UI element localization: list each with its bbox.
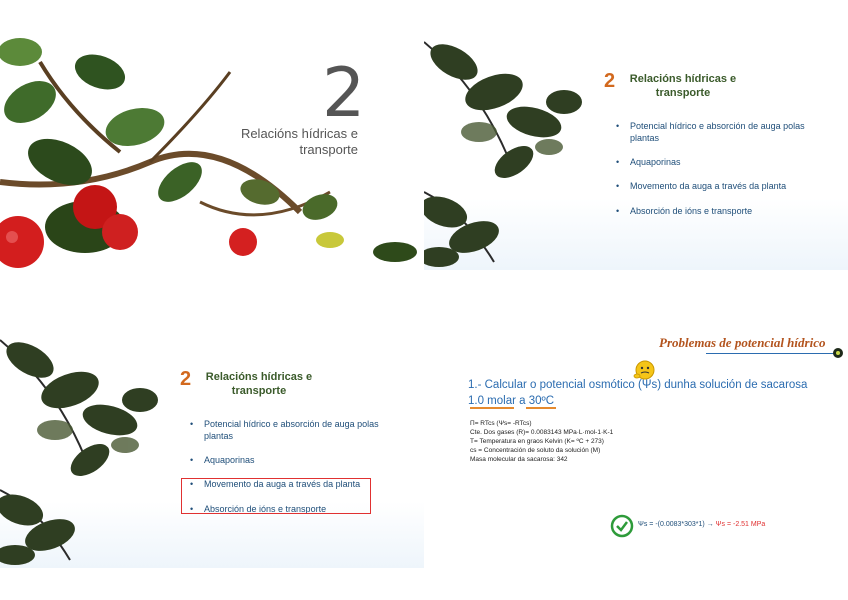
note-line: Masa molecular da sacarosa: 342: [470, 455, 568, 463]
list-item: • Movemento da auga a través da planta: [616, 180, 806, 192]
topic-list: [616, 120, 806, 217]
formula-text: Ψs = -(0.0083*303*1) →: [638, 521, 714, 528]
check-circle-icon: [610, 514, 634, 538]
list-item: • Aquaporinas: [616, 156, 806, 168]
problem-heading: Problemas de potencial hídrico: [659, 335, 826, 350]
slide-4-problem: [424, 330, 848, 568]
section-number: 2: [180, 368, 192, 390]
answer-text: Ψs = -2.51 MPa: [715, 521, 766, 528]
section-title-line2: transporte: [231, 385, 287, 398]
oak-branch-photo: [424, 32, 594, 270]
oak-branch-photo: [0, 330, 170, 568]
note-line: Cte. Dos gases (R)= 0.0083143 MPa·L·mol-1·K-1: [470, 428, 614, 436]
section-title-line2: transporte: [655, 87, 711, 100]
underline-marker: [526, 407, 556, 409]
highlight-box: [181, 478, 371, 514]
section-number: 2: [604, 70, 616, 92]
section-title-line1: Relacións hídricas e: [240, 126, 358, 141]
heading-underline: [706, 353, 836, 354]
note-line: cs = Concentración de soluto da solución (M): [470, 446, 601, 454]
question-line2: 1.0 molar a 30ºC: [468, 394, 555, 407]
slide-3-outline-highlight: [0, 330, 424, 568]
list-item: • Aquaporinas: [190, 454, 380, 466]
result-line: [638, 521, 765, 528]
section-number: 2: [322, 54, 366, 133]
section-title: [228, 126, 358, 159]
section-title-line1: Relacións hídricas e: [629, 73, 737, 85]
section-title: [618, 72, 748, 101]
list-item: • Movemento da auga a través da planta: [190, 478, 380, 490]
note-line: T= Temperatura en graos Kelvin (K= ºC + 273): [470, 437, 604, 445]
slide-2-outline: [424, 32, 848, 270]
underline-marker: [470, 407, 514, 409]
section-title: [194, 370, 324, 399]
list-item: • Potencial hídrico e absorción de auga polas plantas: [190, 418, 380, 442]
section-title-line1: Relacións hídricas e: [205, 371, 313, 383]
globe-icon: [832, 347, 844, 359]
tomato: [0, 216, 44, 268]
list-item: • Absorción de ións e transporte: [190, 503, 380, 515]
question-line1: 1.- Calcular o potencial osmótico (Ψs) dunha solución de sacarosa: [468, 379, 808, 391]
question-text: [468, 378, 838, 409]
list-item: • Absorción de ións e transporte: [616, 205, 806, 217]
list-item: • Potencial hídrico e absorción de auga polas plantas: [616, 120, 806, 144]
section-title-line2: transporte: [299, 142, 358, 158]
note-line: Π= RTcs (Ψs= -RTcs): [470, 420, 532, 427]
slide-1-title: [0, 32, 424, 270]
formula-notes: [470, 420, 613, 465]
